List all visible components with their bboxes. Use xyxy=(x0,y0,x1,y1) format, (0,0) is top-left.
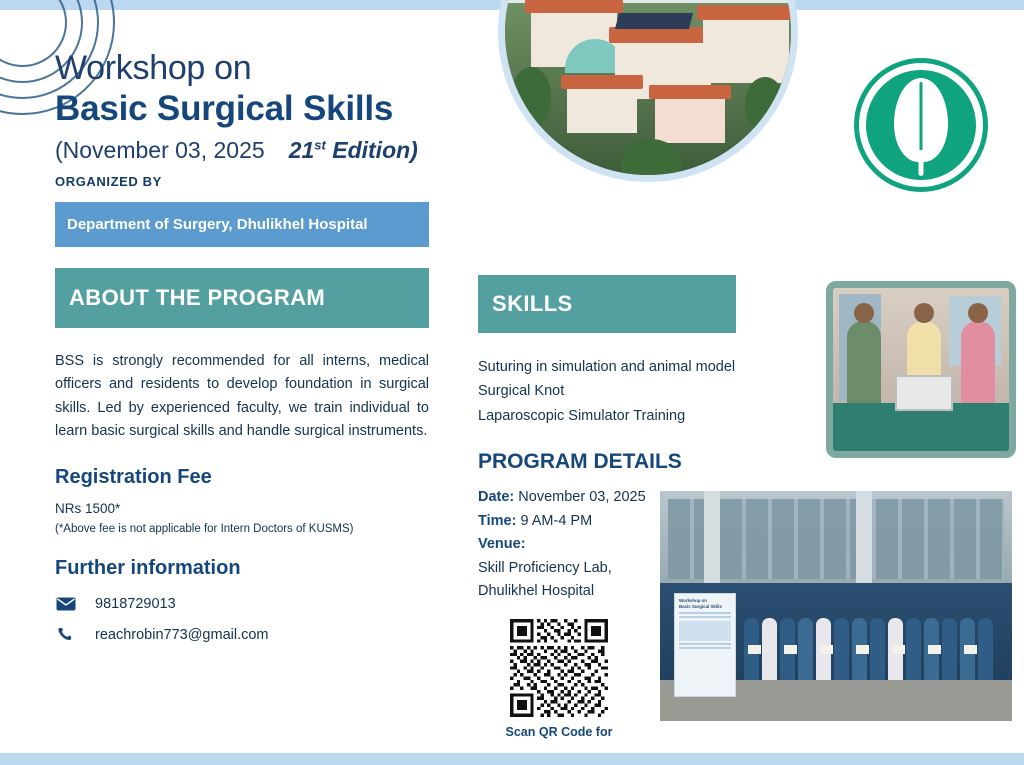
hospital-campus-photo xyxy=(498,0,798,182)
workshop-title-line1: Workshop on xyxy=(55,49,252,87)
program-venue-line1: Skill Proficiency Lab, xyxy=(478,559,612,576)
qr-registration-block[interactable] xyxy=(503,619,615,758)
contact-list xyxy=(55,596,445,644)
left-column xyxy=(55,50,445,644)
group-photo-with-certificates xyxy=(656,487,1016,725)
skills-item: Surgical Knot xyxy=(478,383,565,400)
lab-training-photo xyxy=(826,281,1016,458)
program-venue-line2: Dhulikhel Hospital xyxy=(478,583,595,600)
contact-row xyxy=(55,596,445,612)
skills-list xyxy=(478,355,808,428)
workshop-date: (November 03, 2025 xyxy=(55,136,265,163)
bottom-white-gap xyxy=(0,743,1024,753)
registration-fee-heading: Registration Fee xyxy=(55,465,212,488)
skills-heading: SKILLS xyxy=(478,275,736,333)
workshop-edition: 21st Edition) xyxy=(288,136,418,163)
event-standee: Workshop on Basic Surgical Skills xyxy=(674,593,736,697)
qr-caption-line1: Scan QR Code for xyxy=(505,725,613,739)
registration-fee-amount: NRs 1500* xyxy=(55,500,121,516)
workshop-title-line2: Basic Surgical Skills xyxy=(55,89,394,129)
about-the-program-body: BSS is strongly recommended for all interns, medical officers and residents to develop foundation in surgical skills. Led by experienced faculty, we train individual to learn basic surgical skills and handle surgical instruments. xyxy=(55,352,429,440)
workshop-date-edition xyxy=(55,137,445,164)
department-bar: Department of Surgery, Dhulikhel Hospital xyxy=(55,202,429,247)
program-venue-label: Venue: xyxy=(478,536,526,553)
about-the-program-heading: ABOUT THE PROGRAM xyxy=(55,268,429,328)
skills-item: Suturing in simulation and animal model xyxy=(478,359,736,375)
leaf-logo-icon xyxy=(854,58,988,192)
contact-phone: 9818729013 xyxy=(95,595,176,612)
registration-fee-note: (*Above fee is not applicable for Intern Doctors of KUSMS) xyxy=(55,522,354,535)
phone-icon xyxy=(55,626,77,644)
contact-email: reachrobin773@gmail.com xyxy=(95,626,269,643)
bottom-color-band xyxy=(0,753,1024,765)
envelope-icon xyxy=(55,597,77,611)
program-time-value: 9 AM-4 PM xyxy=(516,512,593,529)
organized-by-label: ORGANIZED BY xyxy=(55,173,162,189)
program-date-label: Date: xyxy=(478,489,515,506)
program-details-heading: PROGRAM DETAILS xyxy=(478,450,682,474)
contact-row xyxy=(55,626,445,644)
further-information-heading: Further information xyxy=(55,556,241,579)
qr-code-icon[interactable] xyxy=(503,619,615,717)
program-time-label: Time: xyxy=(478,512,517,529)
skills-item: Laparoscopic Simulator Training xyxy=(478,407,686,424)
program-date-value: November 03, 2025 xyxy=(514,489,646,506)
